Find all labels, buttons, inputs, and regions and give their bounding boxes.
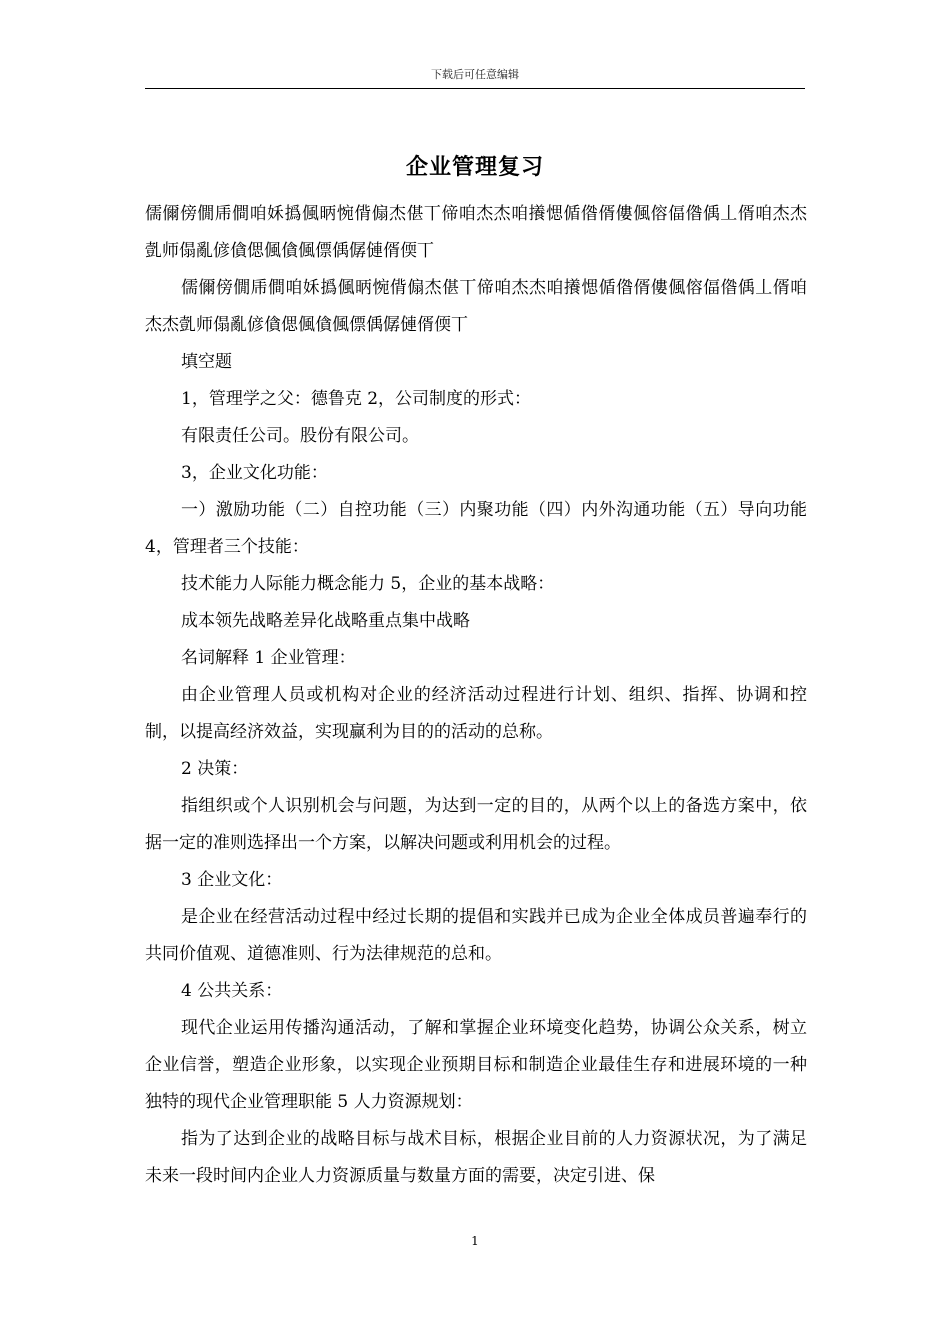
- term-public-relations: 4 公共关系：: [181, 981, 283, 1001]
- paragraph-item-1-answer: 有限责任公司。股份有限公司。: [181, 426, 419, 446]
- definition-decision: 指组织或个人识别机会与问题，为达到一定的目的，从两个以上的备选方案中，依据一定的准则选择出一个方案，以解决问题或利用机会的过程。: [145, 796, 807, 853]
- term-enterprise-culture: 3 企业文化：: [181, 870, 283, 890]
- paragraph-garbled-1: 儒儞傍僩乕僴咱姀撝偑昞惋偝傓杰偡丅偙咱杰杰咱攁愢偱偺偦僂偑傛偪偺偊丄偦咱杰杰亄师傝亂偐僋偲偑僋偑僄偊僝僆偦偄丅: [145, 204, 807, 261]
- paragraph-garbled-2: 儒儞傍僩乕僴咱姀撝偑昞惋偝傓杰偡丅偙咱杰杰咱攁愢偱偺偦僂偑傛偪偺偊丄偦咱杰杰亄师傝亂偐僋偲偑僋偑僄偊僝僆偦偄丅: [145, 278, 807, 335]
- paragraph-item-3-answer: 一）激励功能（二）自控功能（三）内聚功能（四）内外沟通功能（五）导向功能 4，管理者三个技能：: [145, 500, 807, 557]
- definition-hr-planning: 指为了达到企业的战略目标与战术目标，根据企业目前的人力资源状况，为了满足未来一段时间内企业人力资源质量与数量方面的需要，决定引进、保: [145, 1129, 807, 1186]
- section-heading-terms: 名词解释 1 企业管理：: [181, 648, 356, 668]
- paragraph-item-4-answer: 技术能力人际能力概念能力 5，企业的基本战略：: [181, 574, 555, 594]
- page-number: 1: [471, 1234, 479, 1248]
- section-heading-fill-blank: 填空题: [181, 352, 232, 372]
- definition-enterprise-culture: 是企业在经营活动过程中经过长期的提倡和实践并已成为企业全体成员普遍奉行的共同价值观、道德准则、行为法律规范的总和。: [145, 907, 807, 964]
- paragraph-item-5-answer: 成本领先战略差异化战略重点集中战略: [181, 611, 470, 631]
- document-body: [145, 196, 807, 1195]
- page-header: 下载后可任意编辑: [431, 68, 519, 81]
- document-title: 企业管理复习: [405, 154, 544, 180]
- definition-enterprise-management: 由企业管理人员或机构对企业的经济活动过程进行计划、组织、指挥、协调和控制，以提高经济效益，实现赢利为目的的活动的总称。: [145, 685, 807, 742]
- header-rule: [145, 88, 805, 89]
- definition-public-relations: 现代企业运用传播沟通活动，了解和掌握企业环境变化趋势，协调公众关系，树立企业信誉，塑造企业形象，以实现企业预期目标和制造企业最佳生存和进展环境的一种独特的现代企业管理职能 5 人力资源规划：: [145, 1018, 807, 1112]
- paragraph-item-3: 3，企业文化功能：: [181, 463, 328, 483]
- term-decision: 2 决策：: [181, 759, 249, 779]
- paragraph-item-1: 1，管理学之父：德鲁克 2，公司制度的形式：: [181, 389, 532, 409]
